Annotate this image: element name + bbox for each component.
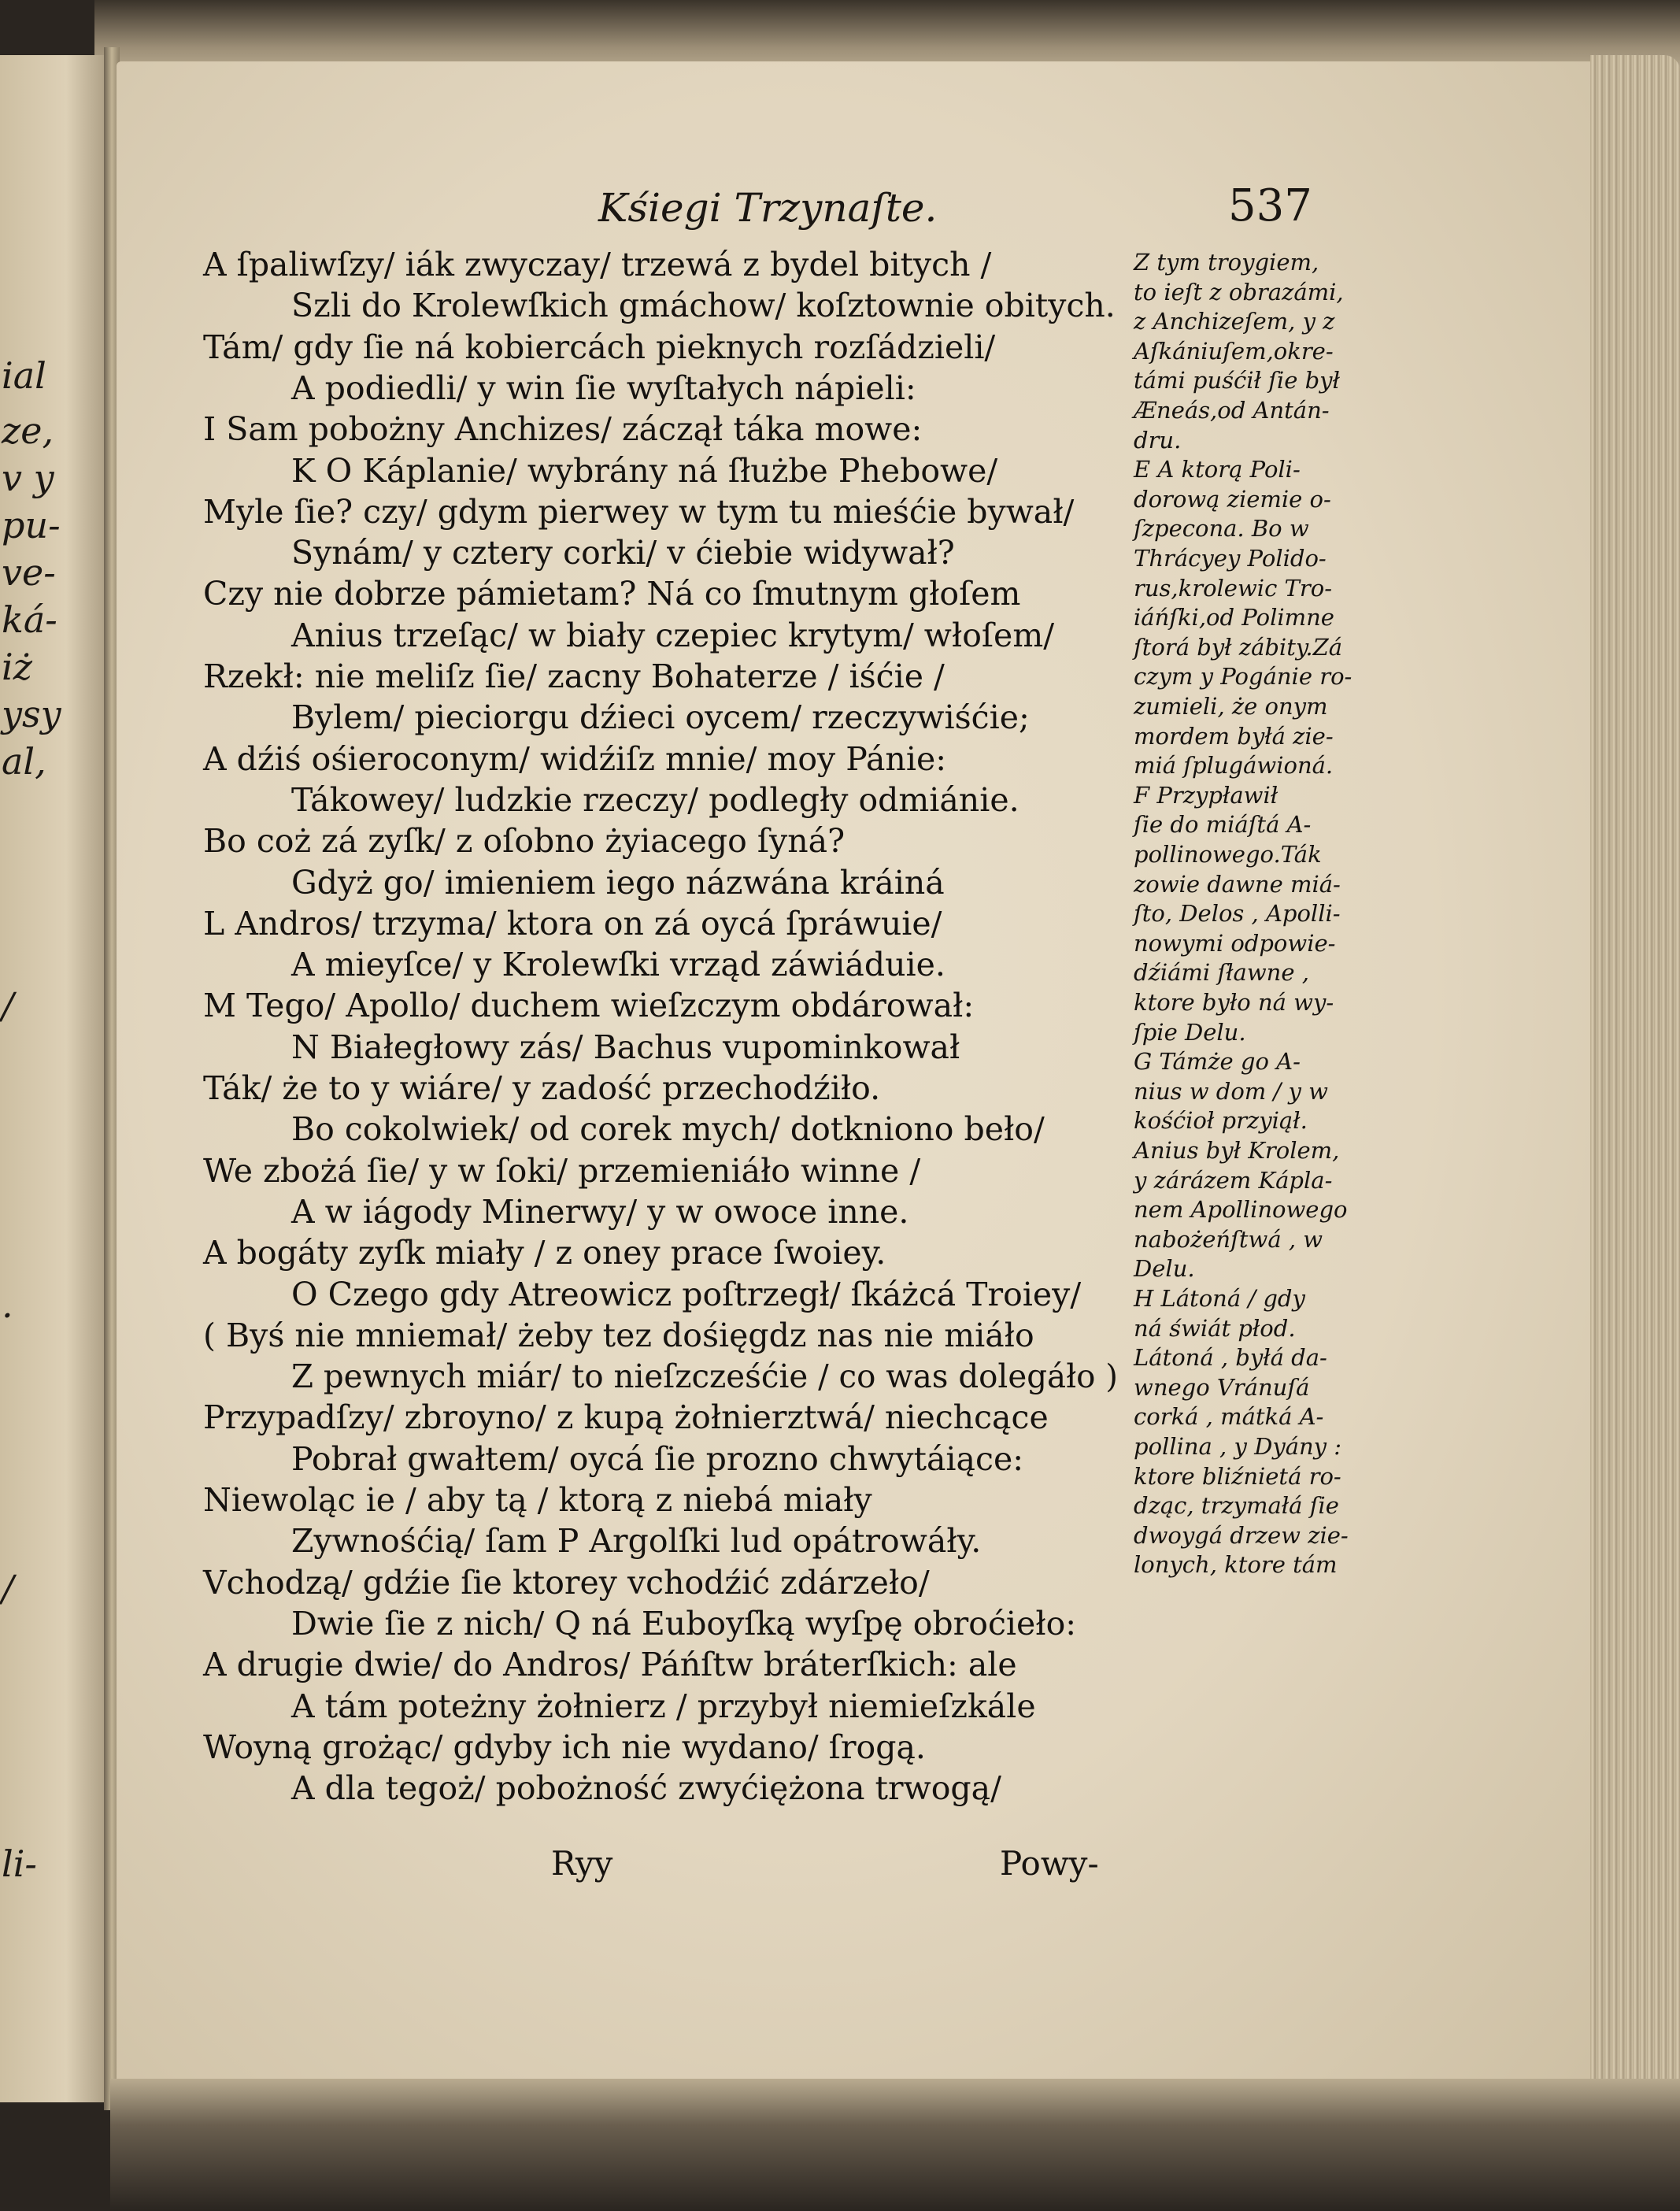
margin-note-line: ktore bliźnietá ro- [1134,1462,1341,1490]
verse-line: Vchodzą/ gdźie ſie ktorey vchodźić zdárzeło/ [203,1563,930,1602]
margin-fragment: ial [2,354,46,397]
page-header [0,180,1680,240]
margin-note-line: F Przypławił [1134,781,1279,809]
margin-fragment: al, [2,740,46,783]
margin-note-line: ſzpecona. Bo w [1134,515,1309,543]
margin-note-line: zumieli, że onym [1134,693,1328,720]
verse-line: Bo cokolwiek/ od corek mych/ dotkniono beło/ [291,1110,1045,1149]
verse-line: Tám/ gdy ſie ná kobiercách pieknych rozſádzieli/ [203,328,996,366]
margin-fragment: iż [2,646,32,688]
verse-line: A dla tegoż/ pobożność zwyćiężona trwogą/ [291,1769,1001,1808]
verse-line: N Białegłowy zás/ Bachus vupominkował [291,1028,960,1066]
margin-fragment: v y [2,457,54,499]
margin-note-line: dwoygá drzew zie- [1134,1521,1349,1549]
page-number: 537 [1228,180,1312,231]
verse-line: Przypadſzy/ zbroyno/ z kupą żołnierztwá/ niechcące [203,1398,1049,1437]
verse-line: A drugie dwie/ do Andros/ Páńſtw bráterſkich: ale [203,1646,1017,1684]
margin-fragment: ysy [2,693,61,735]
margin-note-line: ſtorá był zábity.Zá [1134,633,1343,661]
verse-line: Niewoląc ie / aby tą / ktorą z niebá miały [203,1481,872,1519]
margin-note-line: Anius był Krolem, [1134,1137,1340,1164]
margin-note-line: ſie do miáſtá A- [1134,811,1312,839]
verse-line: Gdyż go/ imieniem iego názwána kráiná [291,863,945,902]
verse-line: Czy nie dobrze pámietam? Ná co ſmutnym głoſem [203,575,1021,613]
verse-line: Ták/ że to y wiáre/ y zadość przechodźiło. [203,1069,881,1107]
verse-line: Bo coż zá zyſk/ z oſobno żyiacego ſyná? [203,822,846,861]
margin-fragment: ká- [2,598,57,641]
margin-note-line: Aſkániuſem,okre- [1134,337,1334,365]
margin-note-line: czym y Pogánie ro- [1134,663,1353,691]
margin-note-line: pollina , y Dyány : [1134,1433,1342,1460]
running-head: Kśiegi Trzynaſte. [598,185,938,231]
verse-line: Zywnośćią/ ſam P Argolſki lud opátrowáły. [291,1522,982,1561]
margin-note-line: pollinowego.Ták [1134,841,1322,868]
margin-note-line: ktore było ná wy- [1134,989,1334,1016]
verse-line: ( Byś nie mniemał/ żeby tez dośięgdz nas nie miáło [203,1316,1034,1354]
margin-note-line: ná świát płod. [1134,1314,1296,1342]
catchword: Powy- [1000,1844,1099,1883]
margin-fragment: . [2,1283,13,1326]
margin-note-line: iáńſki,od Polimne [1134,604,1334,631]
margin-note-line: ſto, Delos , Apolli- [1134,900,1341,928]
verse-line: A podiedli/ y win ſie wyſtałych nápieli: [291,368,916,407]
page-footer [0,1844,1680,1891]
verse-line: We zbożá ſie/ y w ſoki/ przemieniáło winne / [203,1151,921,1190]
margin-note-line: E A ktorą Poli- [1134,456,1301,483]
verse-line: O Czego gdy Atreowicz poſtrzegł/ ſkáżcá Troiey/ [291,1275,1082,1313]
margin-fragment: / [2,984,14,1027]
verse-line: Rzekł: nie meliſz ſie/ zacny Bohaterze / iśćie / [203,657,945,695]
margin-fragment: li- [2,1842,37,1885]
margin-note-line: nowymi odpowie- [1134,929,1336,957]
signature-mark: Ryy [551,1844,613,1883]
verse-line: Dwie ſie z nich/ Q ná Euboyſką wyſpę obroćieło: [291,1604,1077,1643]
margin-fragment: ze, [2,409,54,452]
margin-fragment: / [2,1567,14,1609]
margin-note-line: miá ſplugáwioná. [1134,752,1334,780]
verse-line: L Andros/ trzyma/ ktora on zá oycá ſpráwuie/ [203,904,942,943]
verse-line: A dźiś ośieroconym/ widźiſz mnie/ moy Pánie: [203,739,947,778]
verse-line: I Sam pobożny Anchizes/ záczął táka mowe: [203,410,923,449]
margin-notes [1134,246,1386,1883]
verse-line: Anius trzeſąc/ w biały czepiec krytym/ włoſem/ [291,616,1055,654]
margin-note-line: kośćioł przyiął. [1134,1107,1308,1135]
verse-line: Tákowey/ ludzkie rzeczy/ podległy odmiánie. [291,780,1019,819]
margin-note-line: corká , mátká A- [1134,1403,1324,1431]
bottom-edge [110,2079,1680,2211]
margin-note-line: támi puśćił ſie był [1134,367,1340,394]
verse-text [0,246,1142,1899]
margin-note-line: ſpie Delu. [1134,1018,1246,1046]
margin-note-line: G Támże go A- [1134,1048,1301,1076]
margin-fragment: pu- [2,504,61,546]
verse-line: Myle ſie? czy/ gdym pierwey w tym tu mieśćie bywał/ [203,492,1075,531]
margin-note-line: to ieſt z obrazámi, [1134,278,1344,306]
margin-note-line: wnego Vránuſá [1134,1373,1310,1401]
verse-line: A ſpaliwſzy/ iák zwyczay/ trzewá z bydel bitych / [203,246,992,283]
verse-line: M Tego/ Apollo/ duchem wieſzczym obdárował: [203,987,975,1025]
verse-line: Z pewnych miár/ to nieſzcześćie / co was dolegáło ) [291,1357,1119,1396]
margin-note-line: dorową ziemie o- [1134,485,1331,513]
verse-line: Szli do Krolewſkich gmáchow/ koſztownie obitych. [291,287,1116,325]
margin-note-line: Z tym troygiem, [1134,249,1319,276]
page-stack-edge [1590,55,1680,2118]
verse-line: Bylem/ pieciorgu dźieci oycem/ rzeczywiśćie; [291,698,1030,737]
verse-line: Woyną grożąc/ gdyby ich nie wydano/ ſrogą. [203,1728,926,1766]
margin-note-line: mordem byłá zie- [1134,722,1334,750]
margin-note-line: Æneás,od Antán- [1134,397,1330,424]
verse-line: A w iágody Minerwy/ y w owoce inne. [291,1192,909,1231]
margin-note-line: H Látoná / gdy [1134,1285,1305,1312]
margin-note-line: nabożeńſtwá , w [1134,1225,1323,1253]
margin-note-line: dząc, trzymałá ſie [1134,1492,1339,1520]
margin-note-line: Látoná , byłá da- [1134,1344,1327,1372]
verse-line: A tám poteżny żołnierz / przybył niemieſzkále [291,1687,1036,1725]
margin-note-line: Thrácyey Polido- [1134,545,1327,572]
verse-line: A bogáty zyſk miały / z oney prace ſwoiey. [203,1234,886,1272]
verse-line: Pobrał gwałtem/ oycá ſie prozno chwytáiące: [291,1439,1024,1478]
verse-line: Synám/ y cztery corki/ v ćiebie widywał? [291,534,955,572]
margin-note-line: dźiámi ſławne , [1134,959,1309,987]
margin-note-line: y zárázem Kápla- [1134,1166,1333,1194]
margin-note-line: z Anchizeſem, y z [1134,308,1335,335]
margin-note-line: rus,krolewic Tro- [1134,574,1332,602]
verse-line: K O Káplanie/ wybrány ná ſłużbe Phebowe/ [291,451,998,490]
margin-note-line: nius w dom / y w [1134,1077,1328,1105]
verse-line: A mieyſce/ y Krolewſki vrząd záwiáduie. [291,946,945,984]
margin-fragment: ve- [2,551,56,594]
margin-note-line: zowie dawne miá- [1134,870,1341,898]
margin-note-line: nem Apollinowego [1134,1196,1348,1224]
margin-note-line: Delu. [1134,1255,1195,1283]
margin-note-line: dru. [1134,426,1182,454]
margin-note-line: lonych, ktore tám [1134,1551,1338,1579]
